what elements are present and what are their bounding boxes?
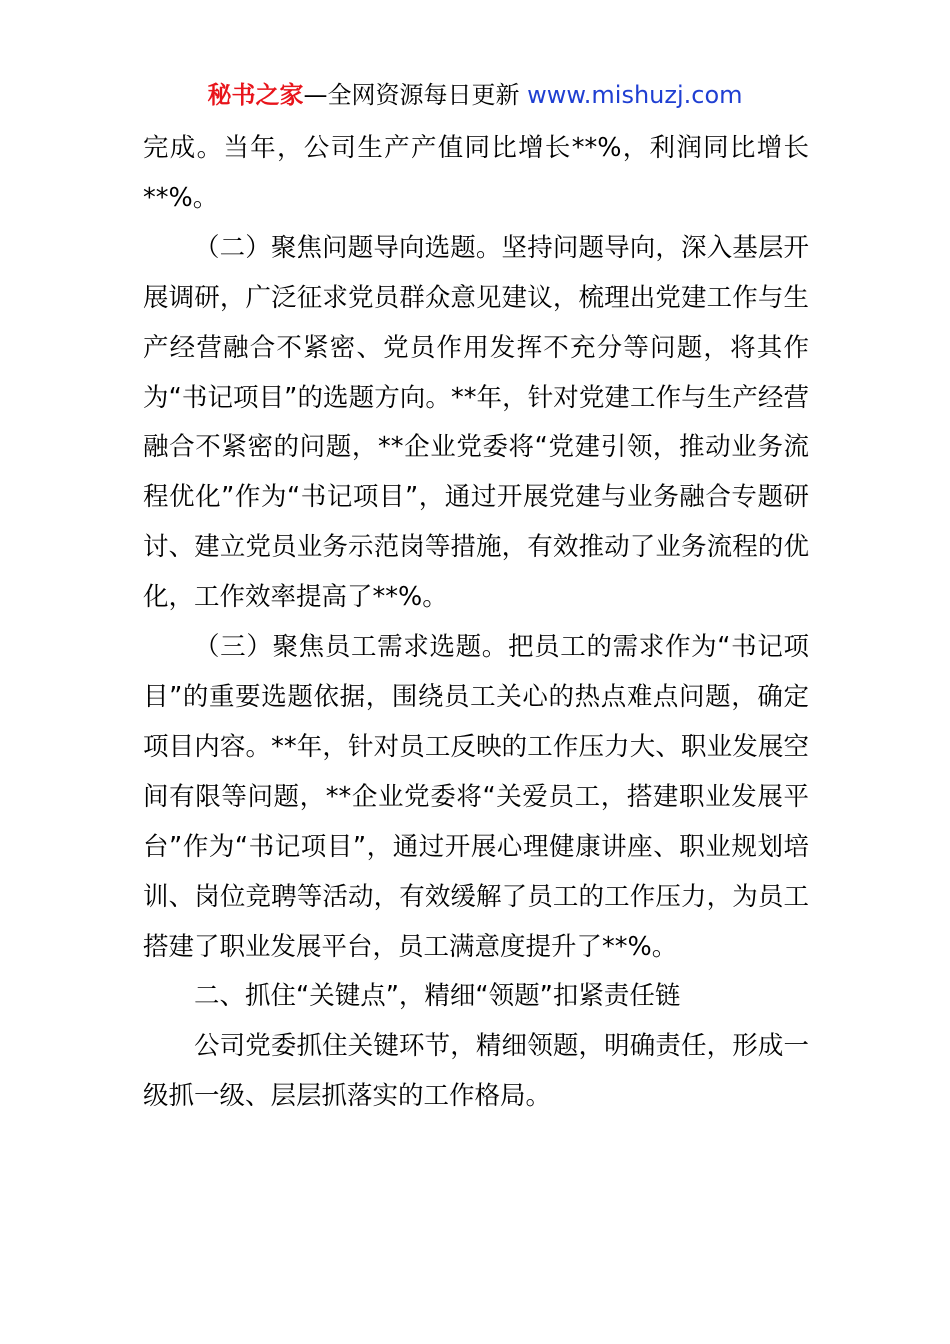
site-brand: 秘书之家 (207, 81, 304, 109)
document-body (143, 124, 809, 1122)
paragraph-continuation: 完成。当年，公司生产产值同比增长**%，利润同比增长**%。 (143, 133, 809, 213)
site-url-link[interactable]: www.mishuzj.com (527, 81, 743, 109)
section-heading: 二、抓住“关键点”，精细“领题”扣紧责任链 (194, 981, 681, 1012)
paragraph-employee-needs: （三）聚焦员工需求选题。把员工的需求作为“书记项目”的重要选题依据，围绕员工关心的热点难点问题，确定项目内容。**年，针对员工反映的工作压力大、职业发展空间有限等问题，**企业党委将“关爱员工，搭建职业发展平台”作为“书记项目”，通过开展心理健康讲座、职业规划培训、岗位竞聘等活动，有效缓解了员工的工作压力，为员工搭建了职业发展平台，员工满意度提升了**%。 (143, 632, 809, 962)
paragraph-key-points: 公司党委抓住关键环节，精细领题，明确责任，形成一级抓一级、层层抓落实的工作格局。 (143, 1031, 809, 1112)
paragraph-problem-oriented: （二）聚焦问题导向选题。坚持问题导向，深入基层开展调研，广泛征求党员群众意见建议，梳理出党建工作与生产经营融合不紧密、党员作用发挥不充分等问题，将其作为“书记项目”的选题方向。**年，针对党建工作与生产经营融合不紧密的问题，**企业党委将“党建引领，推动业务流程优化”作为“书记项目”，通过开展党建与业务融合专题研讨、建立党员业务示范岗等措施，有效推动了业务流程的优化，工作效率提高了**%。 (143, 232, 809, 613)
site-header (0, 78, 950, 112)
site-tagline: —全网资源每日更新 (303, 81, 520, 109)
